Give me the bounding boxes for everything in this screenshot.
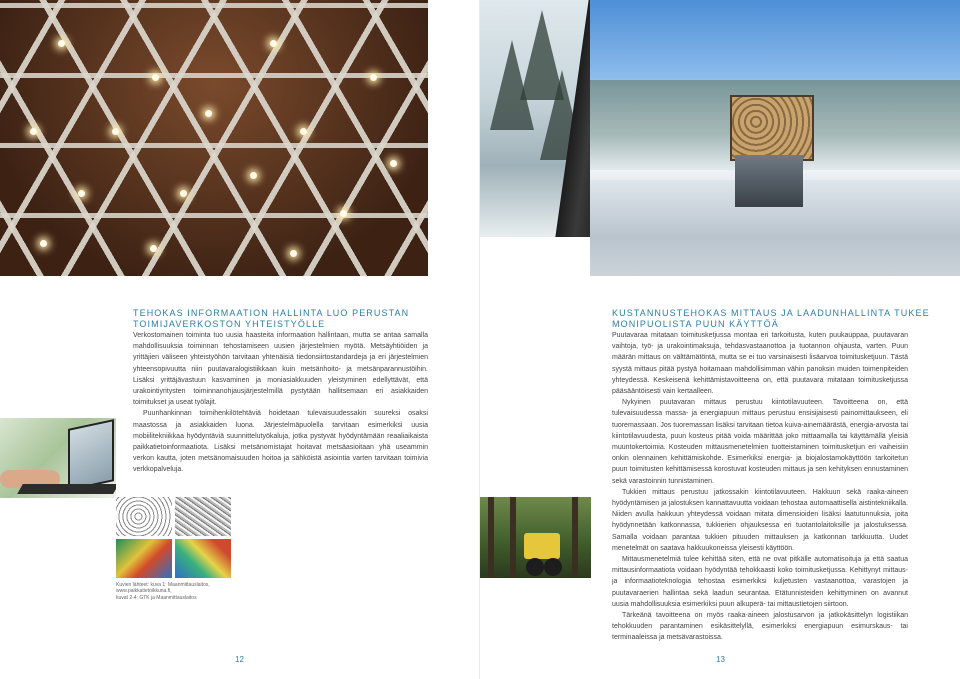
- caption-line: kuvat 2-4: GTK ja Maanmittauslaitos: [116, 594, 197, 601]
- map-tile: [116, 539, 172, 578]
- ceiling-light-icon: [78, 190, 85, 197]
- ceiling-light-icon: [390, 160, 397, 167]
- right-body-text: [612, 330, 908, 644]
- ceiling-light-icon: [270, 40, 277, 47]
- harvester-machine: [524, 533, 560, 559]
- paragraph: Mittausmenetelmiä tulee kehittää siten, että ne ovat pitkälle automatisoituja ja että saatua mittausinformaatiota voidaan hyödyntää tehokkaasti koko toimitusketjussa. Kehittynyt mittaus- ja informaatioteknologia tehostaa esimerkiksi kuljetusten vastaanottoa, varastojen ja puutavaraerien hallintaa sekä laadun seurantaa. Etätunnisteiden kehittyminen on avannut uusia mahdollisuuksia esimerkiksi puun alkuperä- tai mittaustietojen siirtoon.: [612, 556, 908, 608]
- ceiling-light-icon: [205, 110, 212, 117]
- left-heading-line: TEHOKAS INFORMAATION HALLINTA LUO PERUSTAN: [133, 308, 410, 318]
- ceiling-light-icon: [300, 128, 307, 135]
- image-caption: [116, 582, 246, 601]
- left-heading: [133, 308, 433, 330]
- ceiling-light-icon: [40, 240, 47, 247]
- ceiling-light-icon: [250, 172, 257, 179]
- wheel: [526, 558, 544, 576]
- right-heading-line: MONIPUOLISTA PUUN KÄYTTÖÄ: [612, 319, 779, 329]
- harvester-photo: [480, 497, 591, 578]
- right-heading-line: KUSTANNUSTEHOKAS MITTAUS JA LAADUNHALLINTA TUKEE: [612, 308, 930, 318]
- ceiling-light-icon: [290, 250, 297, 257]
- maps-photo: [116, 497, 232, 579]
- ceiling-light-icon: [370, 74, 377, 81]
- laptop-photo: [0, 418, 116, 498]
- truck-photo: [590, 0, 960, 276]
- tree-trunk: [488, 497, 494, 578]
- left-heading-line: TOIMIJAVERKOSTON YHTEISTYÖLLE: [133, 319, 326, 329]
- paragraph: Tärkeänä tavoitteena on myös raaka-aineen jalostusarvon ja jatkokäsittelyn logistiikan tehokkuuden parantaminen esikäsittelyllä, esimerkiksi energiapuun esimurskaus- tai terminaaleissa ja metsävarastoissa.: [612, 612, 908, 642]
- paragraph: Puutavaraa mitataan toimitusketjussa montaa eri tarkoitusta, kuten puukauppaa, puutavaran vaihtoja, työ- ja urakointimaksuja, tehdasvastaanottoa ja tuotannon ohjausta, varten. Puun määrän mittaus on välttämätöntä, mutta se ei tuo varsinaisesti lisäarvoa toimitusketjuun. Tästä syystä mittaus pitää pystyä hoitamaan mahdollisimman vähin panoksin muiden toimenpiteiden yhteydessä. Keskeisenä kehittämistavoitteena on, että puutavara mitataan toimitusketjussa pääsääntöisesti vain kertaalleen.: [612, 332, 908, 396]
- tree-trunk: [510, 497, 516, 578]
- wheel: [544, 558, 562, 576]
- tree-trunk: [572, 497, 578, 578]
- ceiling-light-icon: [152, 74, 159, 81]
- ceiling-light-icon: [180, 190, 187, 197]
- ceiling-light-icon: [30, 128, 37, 135]
- caption-line: Kuvien lähteet: kuva 1: Maanmittauslaitos,: [116, 582, 210, 588]
- right-heading: [612, 308, 932, 330]
- page-number: 12: [235, 655, 244, 664]
- right-page: [480, 0, 960, 679]
- ceiling-light-icon: [112, 128, 119, 135]
- ceiling-light-icon: [58, 40, 65, 47]
- paragraph: Verkostomainen toiminta tuo uusia haasteita informaation hallintaan, mutta se antaa samalla mahdollisuuksia toiminnan tehostamiseen uusien järjestelmien myötä. Metsäyhtiöiden ja yrittäjien väliseen yhteistyöhön tarvitaan yhtenäisiä tiedonsiirtostandardeja ja eri järjestelmien yhteensopivuutta niin puutavaralogistiikkaan kuin metsänhoito- ja metsänparannustöihin. Lisäksi yrittäjävastuun kasvaminen ja moniasiakkuuden yleistyminen edellyttävät, että urakointiyritysten toiminnanohjausjärjestelmillä pystytään hallitsemaan eri asiakkaiden toimitukset ja useat työlajit.: [133, 332, 428, 407]
- left-body-text: [133, 330, 428, 476]
- truck-cab: [735, 155, 803, 207]
- ceiling-photo: [0, 0, 428, 276]
- map-tile: [175, 497, 231, 536]
- ceiling-light-icon: [150, 245, 157, 252]
- keyboard: [17, 484, 116, 494]
- paragraph: Puunhankinnan toimihenkilötehtäviä hoidetaan tulevaisuudessakin suureksi osaksi maastossa ja asiakkaiden luona. Järjestelmäpuolella tarvitaan esimerkiksi uusia mobiilitekniikkaa hyödyntäviä suunnittelutyökaluja, jotka pystyvät hyödyntämään reaaliaikaista paikkatietoinformaatiota. Lisäksi metsänomistajat hoitavat metsäasioitaan yhä useammin verkon kautta, joten metsänomaisuuden hoitoa ja sähköistä asiointia varten tarvitaan toimivia verkkopalveluja.: [133, 410, 428, 474]
- paragraph: Tukkien mittaus perustuu jatkossakin kiintotilavuuteen. Hakkuun sekä raaka-aineen hyödyntämisen ja jalostuksen kannattavuutta voidaan tehostaa automaattisella aistintekniikalla. Niiden avulla hakkuun yhteydessä voidaan mitata dimensioiden lisäksi laatutunnuksia, joita hyödynnetään katkonnassa, tukkierien ohjauksessa eri tuotantolaitoksille ja jalostuksessa. Samalla voidaan parantaa tukkien pituuden mittauksen ja katkonnan tarkkuutta. Uudet menetelmät on saatava hakkuukoneissa yleisesti käyttöön.: [612, 488, 908, 552]
- laptop-screen: [68, 419, 114, 491]
- map-tile: [175, 539, 231, 578]
- caption-line: www.paikkatietoikkuna.fi,: [116, 588, 172, 595]
- paragraph: Nykyinen puutavaran mittaus perustuu kiintotilavuuteen. Tavoitteena on, että tulevaisuudessa massa- ja energiapuun mittaus perustuu ensisijaisesti painomittaukseen, eli tuoremassaan. Jos tuoremassan lisäksi tarvitaan tietoa kuiva-ainemäärästä, energia-arvosta tai kiintotilavuudesta, puun kosteus pitää voida määrittää joko mittaamalla tai käyttämällä yleisiä muuntokertoimia. Kosteuden mittausmenetelmien tuotteistaminen toimitusketjun eri vaiheisiin onkin olennainen kehittämiskohde. Esimerkiksi energia- ja biojalostamokäyttöön tarkoitetun puun toimitusten kehittämisessä korostuvat kosteuden mittaus ja sen kehityksen ennustaminen sekä varastoinnin tunnistaminen.: [612, 399, 908, 485]
- page-number: 13: [716, 655, 725, 664]
- map-tile: [116, 497, 172, 536]
- ceiling-light-icon: [340, 210, 347, 217]
- log-load: [730, 95, 814, 161]
